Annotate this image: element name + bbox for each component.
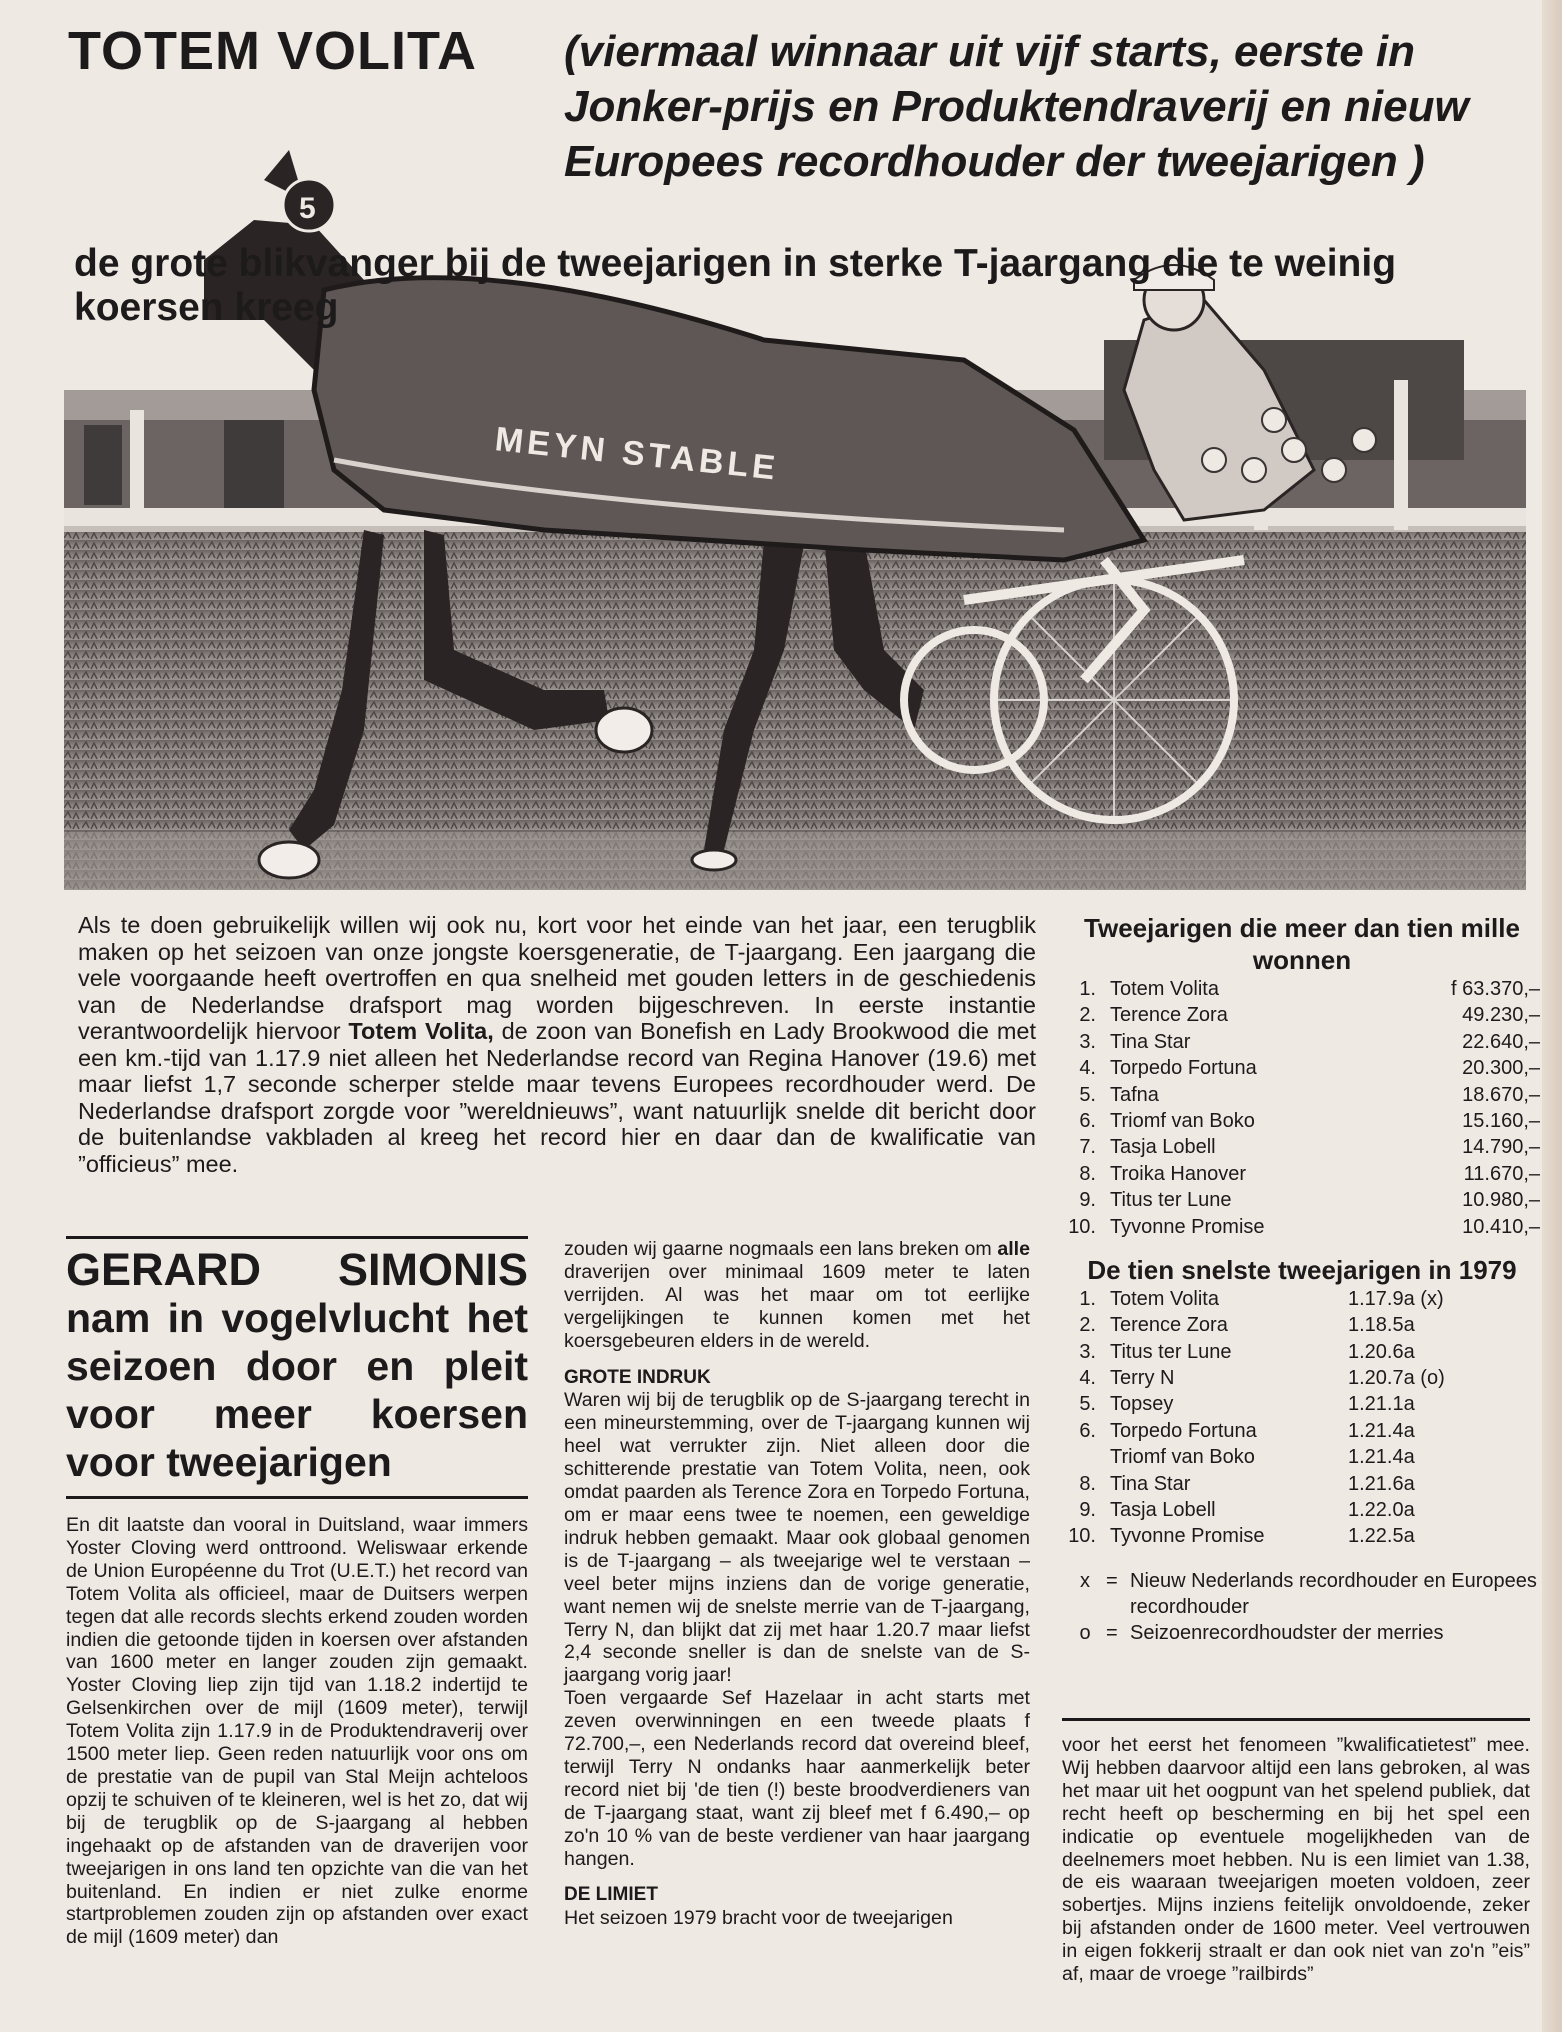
- horse-name: Tasja Lobell: [1110, 1136, 1216, 1159]
- table-value: 1.21.6a: [1348, 1472, 1415, 1495]
- fastest-table-title: De tien snelste tweejarigen in 1979: [1087, 1254, 1517, 1285]
- table-value: 14.790,–: [1462, 1136, 1540, 1159]
- table-value: 15.160,–: [1462, 1109, 1540, 1132]
- col2-p2: Waren wij bij de terugblik op de S-jaargang terecht in een mineurstemming, over de T-jaargang kunnen wij heel wat verrukter zijn. Niet alleen door die schitterende prestatie van Totem Volita, neen, ook omdat paarden als Terence Zora en Torpedo Fortuna, om er maar eens twee te noemen, een geweldige indruk hebben gemaakt. Maar ook globaal genomen is de T-jaargang – als tweejarige wel te verstaan – veel beter mijns inziens dan de vorige generatie, want nemen wij de snelste merrie van de T-jaargang, Terry N, dan blijkt dat zij met haar 1.20.7 maar liefst 2,4 seconde sneller is dan de snelste van de S-jaargang vorig jaar!: [564, 1389, 1030, 1687]
- rank-number: 1.: [1079, 1287, 1096, 1310]
- horse-name: Tafna: [1110, 1083, 1159, 1106]
- column-2: [564, 1238, 1030, 1930]
- rank-number: 3.: [1079, 1030, 1096, 1053]
- table-value: 1.21.1a: [1348, 1393, 1415, 1416]
- table-value: 11.670,–: [1463, 1162, 1540, 1185]
- horse-name: Torpedo Fortuna: [1110, 1419, 1257, 1442]
- horse-name: Titus ter Lune: [1110, 1340, 1232, 1363]
- subheading-grote-indruk: GROTE INDRUK: [564, 1366, 711, 1388]
- money-table-title: Tweejarigen die meer dan tien mille wonnen: [1084, 913, 1520, 975]
- table-value: 18.670,–: [1462, 1083, 1540, 1106]
- horse-name: Totem Volita: [1110, 978, 1219, 1000]
- rank-number: 4.: [1079, 1057, 1096, 1080]
- table-row: [1064, 1312, 1540, 1338]
- headline-title: TOTEM VOLITA: [68, 21, 477, 81]
- table-value: 10.410,–: [1462, 1215, 1540, 1238]
- rank-number: 10.: [1068, 1215, 1096, 1238]
- table-value: 1.22.0a: [1348, 1499, 1415, 1522]
- horse-name: Tina Star: [1110, 1030, 1191, 1053]
- legend-text: Seizoenrecordhoudster der merries: [1130, 1621, 1444, 1644]
- rank-number: 10.: [1068, 1525, 1096, 1548]
- legend-key: x: [1080, 1569, 1090, 1592]
- col2-p3: Toen vergaarde Sef Hazelaar in acht starts met zeven overwinningen en een tweede plaats f 72.700,–, een Nederlands record dat overeind bleef, terwijl Terry N ondanks haar aanmerkelijk beter record niet bij 'de tien (!) beste broodverdieners van de T-jaargang staat, want zij bleef met f 6.490,– op zo'n 10 % van de beste verdiener van haar jaargang hangen.: [564, 1687, 1030, 1870]
- table-row: [1064, 1339, 1540, 1365]
- author-last: SIMONIS: [337, 1244, 528, 1295]
- legend: [1064, 1568, 1540, 1646]
- table-value: 1.17.9a (x): [1348, 1287, 1444, 1310]
- table-value: 10.980,–: [1462, 1189, 1540, 1212]
- rank-number: 9.: [1079, 1499, 1096, 1522]
- intro-paragraph: [78, 912, 1036, 1177]
- table-row: [1064, 1286, 1540, 1312]
- headline-deck: de grote blikvanger bij de tweejarigen in sterke T-jaargang die te weinig koersen kreeg: [74, 242, 1397, 329]
- table-value: 1.22.5a: [1348, 1525, 1415, 1548]
- rank-number: 9.: [1079, 1189, 1096, 1212]
- rank-number: 6.: [1079, 1419, 1096, 1442]
- table-row: [1064, 1108, 1540, 1134]
- intro-text-1: Als te doen gebruikelijk willen wij ook nu, kort voor het einde van het jaar, een terugblik maken op het seizoen van onze jongste koersgeneratie, de T-jaargang. Een jaargang die vele voorgaande heeft overtroffen en qua snelheid met gouden letters in de geschiedenis van de Nederlandse drafsport mag worden bijgeschreven. In eerste instantie verantwoordelijk hiervoor: [78, 912, 1036, 1044]
- table-row: [1064, 1134, 1540, 1160]
- table-value: 20.300,–: [1462, 1057, 1540, 1080]
- table-value: 1.20.6a: [1348, 1340, 1415, 1363]
- col2-bold: alle: [997, 1238, 1030, 1260]
- table-value: f 63.370,–: [1451, 978, 1540, 1000]
- stats-sidebar: [1064, 912, 1540, 1646]
- table-row: [1064, 1187, 1540, 1213]
- table-row: [1064, 1029, 1540, 1055]
- table-row: [1064, 1471, 1540, 1497]
- table-value: 22.640,–: [1462, 1030, 1540, 1053]
- author-first: GERARD: [66, 1244, 262, 1295]
- table-value: 1.18.5a: [1348, 1314, 1415, 1337]
- heading-rule-bottom: [66, 1496, 528, 1499]
- horse-name: Triomf van Boko: [1110, 1109, 1255, 1132]
- rank-number: 4.: [1079, 1367, 1096, 1390]
- legend-text: Nieuw Nederlands recordhouder en Europees recordhouder: [1130, 1569, 1537, 1618]
- horse-name: Triomf van Boko: [1110, 1446, 1255, 1469]
- table-row: [1064, 1365, 1540, 1391]
- horse-name: Tyvonne Promise: [1110, 1215, 1265, 1238]
- heading-text: nam in vogelvlucht het seizoen door en pleit voor meer koersen voor tweejarigen: [66, 1295, 528, 1485]
- table-row: [1064, 1055, 1540, 1081]
- horse-name: Totem Volita: [1110, 1287, 1219, 1310]
- legend-equals: =: [1106, 1621, 1118, 1644]
- rank-number: 3.: [1079, 1340, 1096, 1363]
- column-1: En dit laatste dan vooral in Duitsland, waar immers Yoster Cloving werd onttroond. Weliswaar erkende de Union Européenne du Trot (U.E.T.) het record van Totem Volita als officieel, maar de Duitsers werpen tegen dat alle records slechts erkend zouden worden indien die getoonde tijden in koersen over afstanden van 1600 meter en langer zouden zijn gemaakt. Yoster Cloving liep zijn tijd van 1.18.2 indertijd te Gelsenkirchen over de mijl (1609 meter), terwijl Totem Volita zijn 1.17.9 in de Produktendraverij over 1500 meter liep. Geen reden natuurlijk voor ons om de prestatie van de pupil van Stal Meijn achteloos opzij te schuiven of te kleineren, wel is het zo, dat wij bij de terugblik op de S-jaargang al hebben ingehaakt op de afstanden van de draverijen voor tweejarigen in ons land ten opzichte van die van het buitenland. En indien er niet zulke enorme startproblemen zouden zijn op afstanden over exact de mijl (1609 meter) dan: [66, 1514, 528, 1949]
- page-edge: [1542, 0, 1562, 2032]
- table-value: 1.21.4a: [1348, 1419, 1415, 1442]
- column-3: voor het eerst het fenomeen ”kwalificatietest” mee. Wij hebben daarvoor altijd een lans gebroken, al was het maar uit het oogpunt van het spelend publiek, dat recht heeft op bescherming en bij het spel een indicatie op eventuele mogelijkheden van de deelnemers moet hebben. Nu is een limiet van 1.38, de eis waaraan tweejarigen moeten voldoen, zeer sobertjes. Mijns inziens feitelijk onvoldoende, zeker bij afstanden onder de 1600 meter. Veel vertrouwen in eigen fokkerij straalt er dan ook niet van zo'n ”eis” af, maar de vroege ”railbirds”: [1062, 1734, 1530, 1986]
- table-row: [1064, 1523, 1540, 1549]
- rank-number: 8.: [1079, 1162, 1096, 1185]
- legend-item: [1064, 1620, 1540, 1646]
- col2-p1a: zouden wij gaarne nogmaals een lans breken om: [564, 1238, 992, 1260]
- table-row: [1064, 976, 1540, 1002]
- heading-rule-top: [66, 1236, 528, 1239]
- table-row: [1064, 1444, 1540, 1470]
- horse-name: Tina Star: [1110, 1472, 1191, 1495]
- money-table: [1064, 976, 1540, 1240]
- legend-equals: =: [1106, 1569, 1118, 1592]
- headline-subtitle: (viermaal winnaar uit vijf starts, eerste in Jonker-prijs en Produktendraverij en nieuw Europees recordhouder der tweejarigen ): [564, 27, 1469, 186]
- horse-name: Titus ter Lune: [1110, 1189, 1232, 1212]
- subheading-de-limiet: DE LIMIET: [564, 1884, 658, 1906]
- column-rule: [1062, 1718, 1530, 1721]
- rank-number: 6.: [1079, 1109, 1096, 1132]
- table-row: [1064, 1082, 1540, 1108]
- rank-number: 7.: [1079, 1136, 1096, 1159]
- table-row: [1064, 1391, 1540, 1417]
- horse-name: Tasja Lobell: [1110, 1499, 1216, 1522]
- table-row: [1064, 1497, 1540, 1523]
- blanket-text: MEYN STABLE: [493, 420, 781, 488]
- table-row: [1064, 1214, 1540, 1240]
- horse-name: Topsey: [1110, 1393, 1174, 1416]
- legend-key: o: [1079, 1621, 1091, 1644]
- rank-number: 1.: [1079, 978, 1096, 1000]
- intro-bold-name: Totem Volita,: [348, 1018, 494, 1044]
- horse-name: Tyvonne Promise: [1110, 1525, 1265, 1548]
- table-row: [1064, 1002, 1540, 1028]
- horse-name: Troika Hanover: [1110, 1162, 1246, 1185]
- horse-name: Terence Zora: [1110, 1004, 1228, 1027]
- horse-name: Terry N: [1110, 1367, 1175, 1390]
- horse-name: Terence Zora: [1110, 1314, 1228, 1337]
- table-row: [1064, 1418, 1540, 1444]
- column-2-intro: [564, 1238, 1030, 1353]
- rank-number: 5.: [1079, 1083, 1096, 1106]
- rank-number: 2.: [1079, 1004, 1096, 1027]
- fastest-table: [1064, 1286, 1540, 1550]
- rank-number: 5.: [1079, 1393, 1096, 1416]
- table-value: 1.21.4a: [1348, 1446, 1415, 1469]
- col2-p4: Het seizoen 1979 bracht voor de tweejarigen: [564, 1907, 953, 1930]
- table-row: [1064, 1161, 1540, 1187]
- harness-racing-photo: [64, 90, 1526, 890]
- table-value: 49.230,–: [1462, 1004, 1540, 1027]
- article-heading: [66, 1246, 528, 1486]
- legend-item: [1064, 1568, 1540, 1620]
- rank-number: [1064, 1444, 1096, 1470]
- intro-text-2: de zoon van Bonefish en Lady Brookwood die met een km.-tijd van 1.17.9 niet alleen het Nederlandse record van Regina Hanover (19.6) met maar liefst 1,7 seconde scherper stelde maar tevens Europees recordhouder werd. De Nederlandse drafsport zorgde voor ”wereldnieuws”, want natuurlijk snelde dit bericht door de buitenlandse vakbladen al kreeg het record hier en daar dan de kwalificatie van ”officieus” mee.: [78, 1018, 1036, 1177]
- rank-number: 2.: [1079, 1314, 1096, 1337]
- race-number: 5: [299, 192, 316, 225]
- rank-number: 8.: [1079, 1472, 1096, 1495]
- col2-p1b: draverijen over minimaal 1609 meter te laten verrijden. Al was het maar om tot eerlijke vergelijkingen te kunnen komen met het koersgebeuren elders in de wereld.: [564, 1260, 1030, 1352]
- horse-name: Torpedo Fortuna: [1110, 1057, 1257, 1080]
- table-value: 1.20.7a (o): [1348, 1367, 1445, 1390]
